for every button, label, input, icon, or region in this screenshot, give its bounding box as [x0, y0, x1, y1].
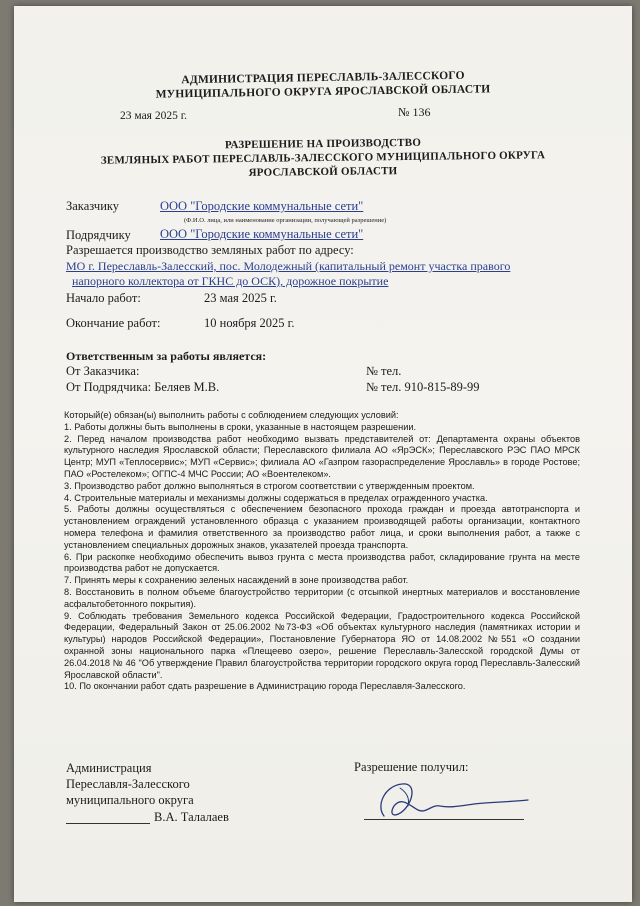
received-signature-text	[14, 6, 15, 7]
document-date: 23 мая 2025 г.	[120, 110, 188, 122]
handwritten-signature	[370, 776, 540, 830]
admin-sign-line1: Администрация	[66, 761, 152, 775]
title-line1: РАЗРЕШЕНИЕ НА ПРОИЗВОДСТВО	[224, 136, 422, 152]
admin-sign-line3: муниципального округа	[66, 793, 194, 807]
received-label: Разрешение получил:	[354, 760, 469, 774]
admin-name: В.А. Талалаев	[154, 810, 229, 824]
condition-item: 2. Перед началом производства работ необходимо вызвать представителей от: Департамента охраны объектов культурного наследия Ярославской области; Переславского филиала АО «ЯрЭСК»; Переславского РЭС ПАО МРСК Центр; МУП «Теплосервис»; МУП «Сервис»; филиала АО «Газпром газораспределение Ярославль» в городе Ростове; ПАО «Ростелеком»; ОГПС-4 МЧС России; АО «Воентелеком».	[64, 433, 580, 479]
responsible-customer: От Заказчика:	[66, 364, 140, 378]
document-number: № 136	[398, 105, 431, 119]
start-value: 23 мая 2025 г.	[204, 291, 277, 305]
conditions-block	[64, 410, 580, 693]
condition-item: 1. Работы должны быть выполнены в сроки, указанные в настоящем разрешении.	[64, 421, 417, 432]
responsible-customer-phone: № тел.	[366, 364, 402, 378]
condition-item: 7. Принять меры к сохранению зеленых насаждений в зоне производства работ.	[64, 575, 409, 586]
address-intro: Разрешается производство земляных работ по адресу:	[66, 243, 354, 257]
document-sheet	[14, 6, 632, 902]
end-label: Окончание работ:	[66, 316, 161, 330]
condition-item: 8. Восстановить в полном объеме благоустройство территории (с отсыпкой инертных материалов и восстановление асфальтобетонного покрытия).	[64, 586, 580, 609]
responsible-contractor: От Подрядчика: Беляев М.В.	[66, 380, 220, 394]
title-line3: ЯРОСЛАВСКОЙ ОБЛАСТИ	[248, 165, 398, 179]
conditions-intro: Который(е) обязан(ы) выполнить работы с соблюдением следующих условий:	[64, 410, 399, 420]
customer-hint: (Ф.И.О. лица, или наименование организации, получающей разрешение)	[184, 217, 387, 224]
address-line2: напорного коллектора от ГКНС до ОСК), дорожное покрытие	[72, 274, 389, 288]
responsible-title: Ответственным за работы является:	[66, 349, 267, 363]
condition-item: 6. При раскопке необходимо обеспечить вывоз грунта с места производства работ, складирование грунта на месте производства работ не допускается.	[64, 551, 580, 574]
org-name-line1: АДМИНИСТРАЦИЯ ПЕРЕСЛАВЛЬ-ЗАЛЕССКОГО	[181, 69, 465, 87]
address-line1: МО г. Переславль-Залесский, пос. Молодежный (капитальный ремонт участка правого	[66, 259, 511, 273]
responsible-contractor-phone: № тел. 910-815-89-99	[366, 380, 480, 394]
contractor-value: ООО "Городские коммунальные сети"	[160, 227, 364, 241]
end-value: 10 ноября 2025 г.	[204, 316, 295, 330]
admin-signature-line	[66, 823, 150, 824]
condition-item: 5. Работы должны осуществляться с обеспечением безопасного прохода граждан и проезда автотранспорта и установлением ограждений установленного образца с указанием производящей работы организации, контактного номера телефона и фамилия ответственного за производство работ лица, и сроки выполнения работ, а также с установлением специальных дорожных знаков, указателей проезда транспорта.	[64, 504, 580, 550]
condition-item: 3. Производство работ должно выполняться в строгом соответствии с утвержденным проектом.	[64, 480, 475, 491]
admin-sign-line2: Переславля-Залесского	[66, 777, 190, 791]
customer-label: Заказчику	[66, 199, 120, 213]
title-line2: ЗЕМЛЯНЫХ РАБОТ ПЕРЕСЛАВЛЬ-ЗАЛЕССКОГО МУНИЦИПАЛЬНОГО ОКРУГА	[100, 149, 546, 167]
start-label: Начало работ:	[66, 291, 141, 305]
org-name-line2: МУНИЦИПАЛЬНОГО ОКРУГА ЯРОСЛАВСКОЙ ОБЛАСТИ	[155, 83, 491, 101]
received-signature-line	[364, 819, 524, 820]
customer-value: ООО "Городские коммунальные сети"	[160, 199, 364, 213]
condition-item: 9. Соблюдать требования Земельного кодекса Российской Федерации, Градостроительного кодекса Российской Федерации, Федеральный Закон от 25.06.2002 №73-ФЗ «Об объектах культурного наследия (памятниках истории и культуры) народов Российской Федерации», Постановление Губернатора ЯО от 14.08.2002 №551 «О создании охранной зоны национального парка «Плещеево озеро», решение Переславль-Залесской городской Думы от 26.04.2018 № 46 "Об утверждение Правил благоустройства территории городского округа город Переславль-Залесский Ярославской области".	[64, 610, 580, 680]
condition-item: 4. Строительные материалы и механизмы должны содержаться в пределах огражденного участка.	[64, 492, 488, 503]
condition-item: 10. По окончании работ сдать разрешение в Администрацию города Переславля-Залесского.	[64, 681, 466, 692]
contractor-label: Подрядчику	[66, 228, 131, 242]
